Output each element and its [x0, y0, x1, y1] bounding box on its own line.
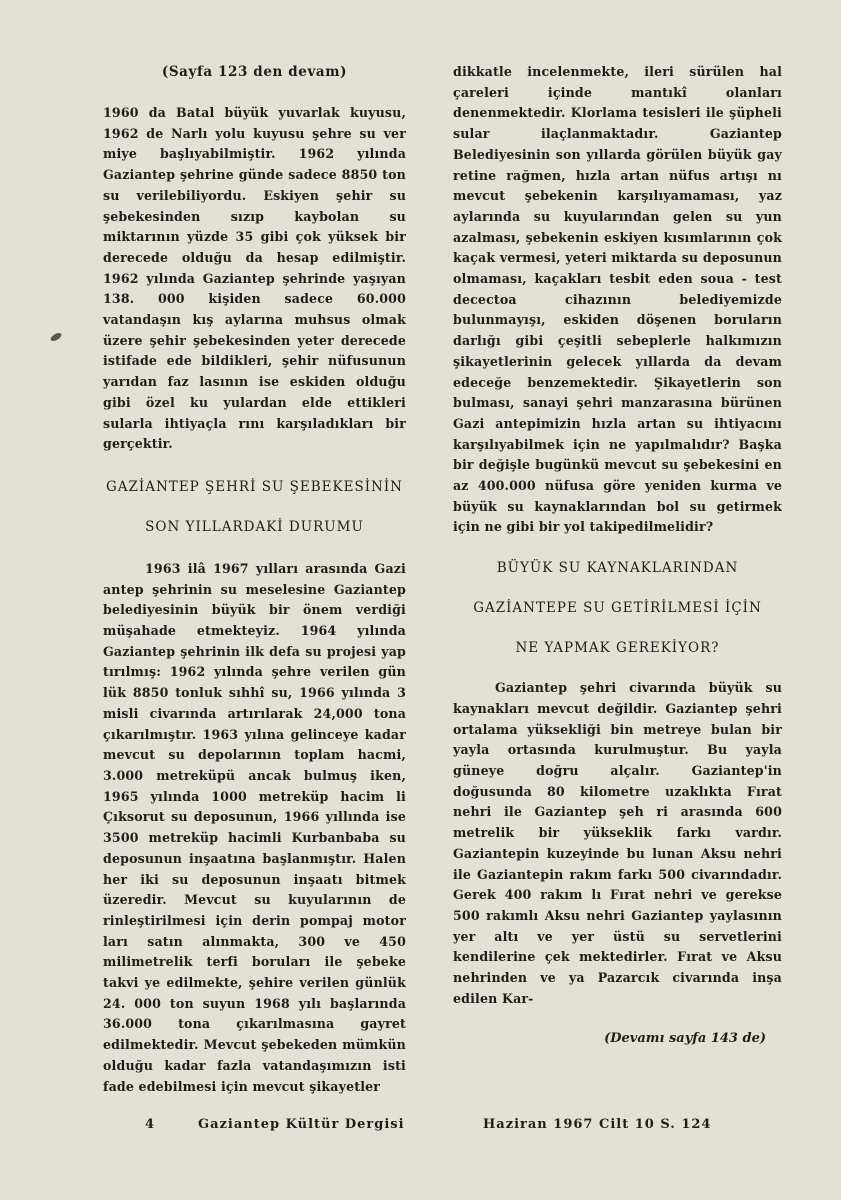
page-number: 4 [145, 1117, 156, 1132]
right-column [453, 62, 782, 1049]
paragraph: 1960 da Batal büyük yuvarlak kuyusu, 1962 de Narlı yolu kuyusu şehre su ver miye başlıyabilmiştir. 1962 yılında Gaziantep şehrine günde sadece 8850 ton su verilebiliyordu. Eskiyen şehir su şebekesinden sızıp kaybolan su miktarının yüzde 35 gibi çok yüksek bir derecede olduğu da hesap edilmiştir. 1962 yılında Gaziantep şehrinde yaşıyan 138. 000 kişiden sadece 60.000 vatandaşın kış aylarına muhsus olmak üzere şehir şebekesinden yeter derecede istifade ede bildikleri, şehir nüfusunun yarıdan faz lasının ise eskiden olduğu gibi özel ku yulardan elde ettikleri sularla ihtiyaçla rını karşıladıkları bir gerçektir. [103, 105, 406, 452]
issue-info: Haziran 1967 Cilt 10 S. 124 [483, 1117, 712, 1132]
ink-smudge [49, 331, 62, 342]
section-heading: SON YILLARDAKİ DURUMU [145, 518, 364, 535]
magazine-name: Gaziantep Kültür Dergisi [198, 1117, 405, 1132]
continued-from-note: (Sayfa 123 den devam) [161, 64, 348, 80]
paragraph: Gaziantep şehri civarında büyük su kaynakları mevcut değildir. Gaziantep şehri ortalama yüksekliği bin metreye bulan bir yayla ortasında kurulmuştur. Bu yayla güneye doğru alçalır. Gaziantep'in doğusunda 80 kilometre uzaklıkta Fırat nehri ile Gaziantep şeh ri arasında 600 metrelik bir yükseklik farkı vardır. Gaziantepin kuzeyinde bu lunan Aksu nehri ile Gaziantepin rakım farkı 500 civarındadır. Gerek 400 rakım lı Fırat nehri ve gerekse 500 rakımlı Aksu nehri Gaziantep yaylasının yer altı ve yer üstü su servetlerini kendilerine çek mektedirler. Fırat ve Aksu nehrinden ve ya Pazarcık civarında inşa edilen Kar- [453, 680, 782, 1006]
paragraph: dikkatle incelenmekte, ileri sürülen hal çareleri içinde mantıkî olanları denenmektedir. Klorlama tesisleri ile şüpheli sular ilaçlanmaktadır. Gaziantep Belediyesinin son yıllarda görülen büyük gay retine rağmen, hızla artan nüfus artışı nı mevcut şebekenin karşılıyamaması, yaz aylarında su kuyularından gelen su yun azalması, şebekenin eskiyen kısımlarının çok kaçak vermesi, yeteri miktarda su deposunun olmaması, kaçakları tesbit eden soua - test decectoa cihazının belediyemizde bulunmayışı, eskiden döşenen boruların darlığı gibi çeşitli sebeplerle halkımızın şikayetlerinin gelecek yıllarda da devam edeceğe benzemektedir. Şikayetlerin son bulması, sanayi şehri manzarasına bürünen Gazi antepimizin hızla artan su ihtiyacını karşılıyabilmek için ne yapılmalıdır? Başka bir değişle bugünkü mevcut su şebekesini en az 400.000 nüfusa göre yeniden kurma ve büyük su kaynaklarından bol su getirmek için ne gibi bir yol takipedilmelidir? [453, 64, 782, 535]
paragraph: 1963 ilâ 1967 yılları arasında Gazi antep şehrinin su meselesine Gaziantep belediyesinin büyük bir önem verdiği müşahade etmekteyiz. 1964 yılında Gaziantep şehrinin ilk defa su projesi yap tırılmış: 1962 yılında şehre verilen gün lük 8850 tonluk sıhhî su, 1966 yılında 3 misli civarında artırılarak 24,000 tona çıkarılmıştır. 1963 yılına gelinceye kadar mevcut su depolarının toplam hacmi, 3.000 metreküpü ancak bulmuş iken, 1965 yılında 1000 metreküp hacim li Çıksorut su deposunun, 1966 yıllında ise 3500 metreküp hacimli Kurbanbaba su deposunun inşaatına başlanmıştır. Halen her iki su deposunun inşaatı bitmek üzeredir. Mevcut su kuyularının de rinleştirilmesi için derin pompaj motor ları satın alınmakta, 300 ve 450 milimetrelik terfi boruları ile şebeke takvi ye edilmekte, şehire verilen günlük 24. 000 ton suyun 1968 yılı başlarında 36.000 tona çıkarılmasına gayret edilmektedir. Mevcut şebekeden mümkün olduğu kadar fazla vatandaşımızın isti fade edebilmesi için mevcut şikayetler [103, 560, 406, 1094]
left-column [103, 62, 406, 1097]
continued-on-note: (Devamı sayfa 143 de) [604, 1031, 766, 1047]
section-heading: BÜYÜK SU KAYNAKLARINDAN [496, 560, 739, 577]
section-heading: NE YAPMAK GEREKİYOR? [515, 640, 720, 657]
section-heading: GAZİANTEPE SU GETİRİLMESİ İÇİN [473, 600, 762, 617]
section-heading: GAZİANTEP ŞEHRİ SU ŞEBEKESİNİN [106, 478, 403, 495]
